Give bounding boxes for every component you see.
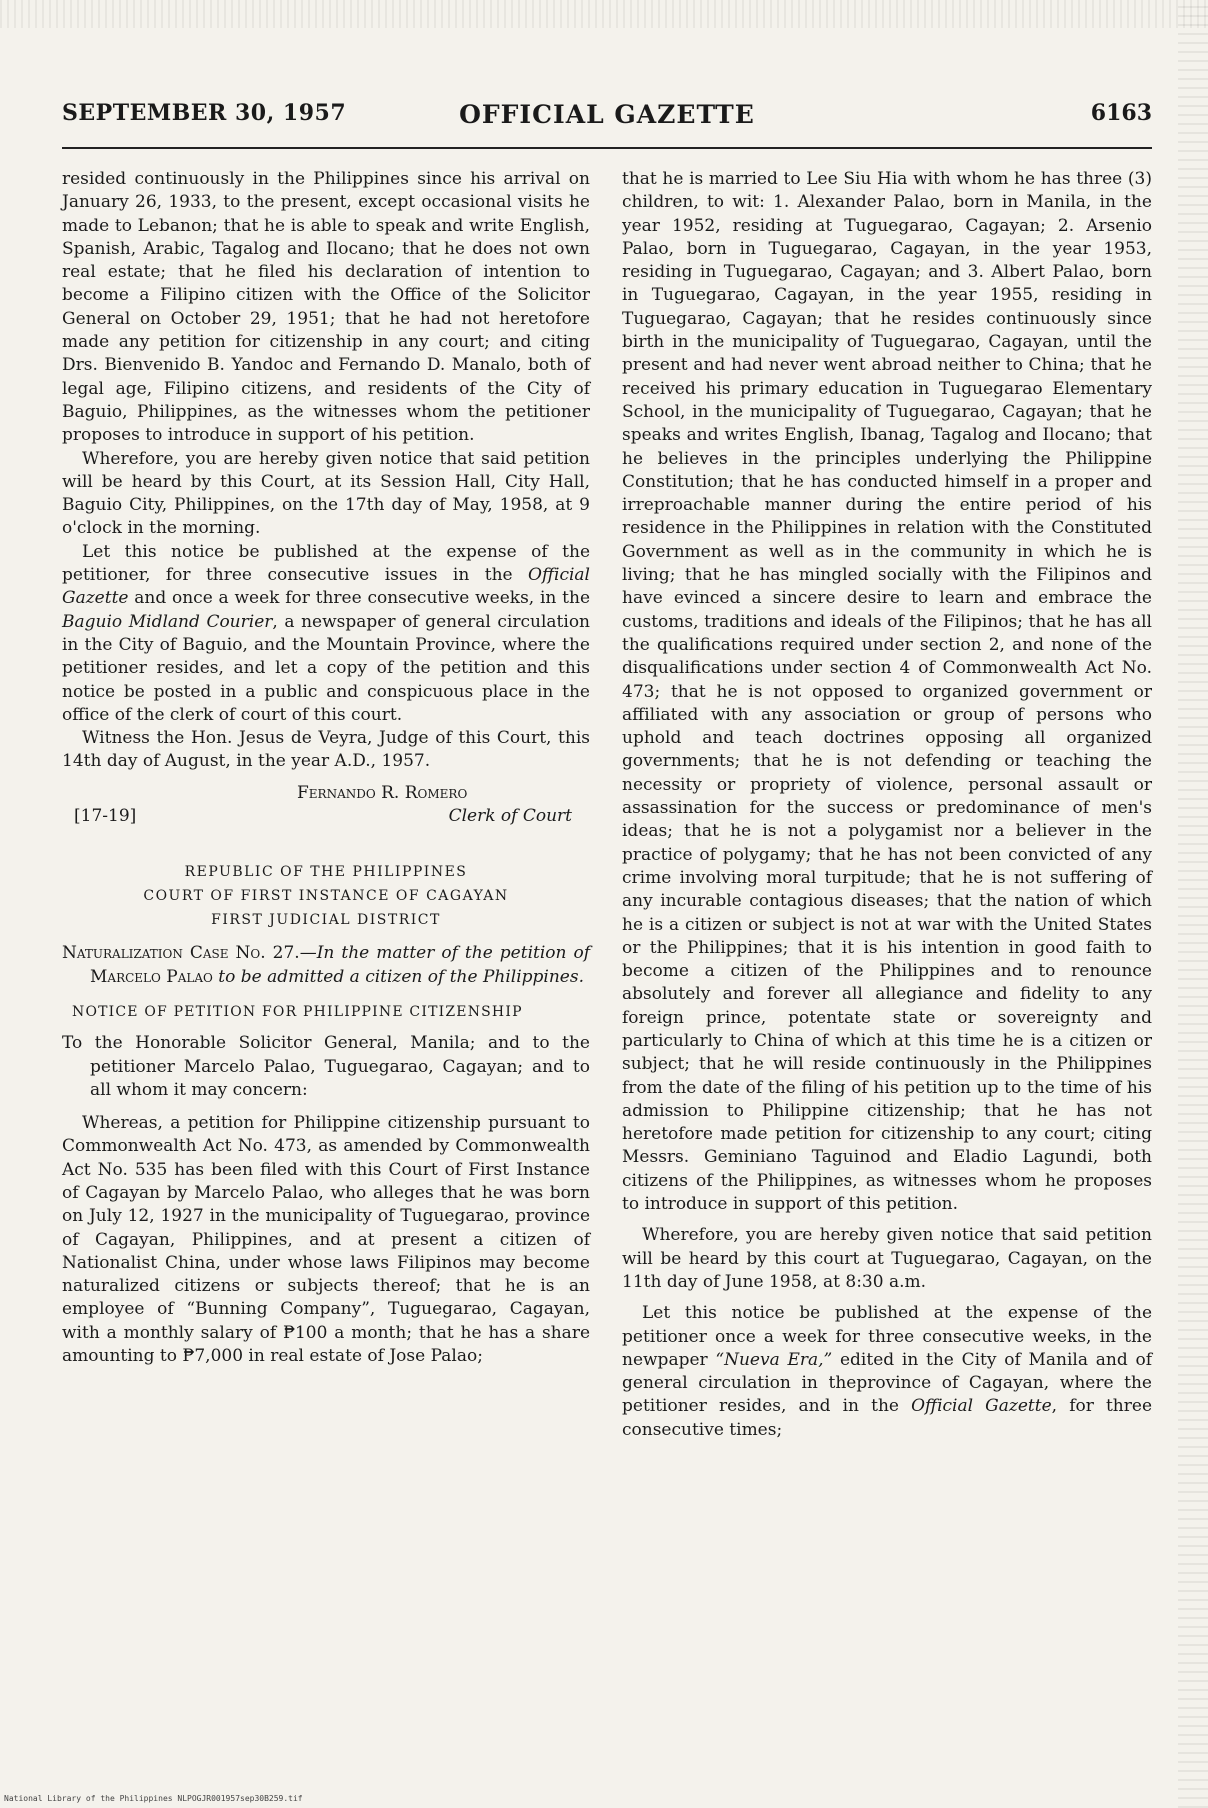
left-column [62, 168, 590, 1368]
paragraph [622, 1302, 1152, 1442]
paragraph: that he is married to Lee Siu Hia with whom he has three (3) children, to wit: 1. Alexander Palao, born in Manila, in the year 1952, residing at Tuguegarao, Cagayan; 2. Arsenio Palao, born in Tuguegarao, Cagayan, in the year 1953, residing in Tuguegarao, Cagayan; and 3. Albert Palao, born in Tuguegarao, Cagayan, in the year 1955, residing in Tuguegarao, Cagayan; that he resides continuously since birth in the municipality of Tuguegarao, Cagayan, until the present and had never went abroad neither to China; that he received his primary education in Tuguegarao Elementary School, in the municipality of Tuguegarao, Cagayan; that he speaks and writes English, Ibanag, Tagalog and Ilocano; that he believes in the principles underlying the Philippine Constitution; that he has conducted himself in a proper and irreproachable manner during the entire period of his residence in the Philippines in relation with the Constituted Government as well as in the community in which he is living; that he has mingled socially with the Filipinos and have evinced a sincere desire to learn and embrace the customs, traditions and ideals of the Filipinos; that he has all the qualifications required under section 2, and none of the disqualifications under section 4 of Commonwealth Act No. 473; that he is not opposed to organized government or affiliated with any association or group of persons who uphold and teach doctrines opposing all organized governments; that he is not defending or teaching the necessity or propriety of violence, personal assault or assassination for the success or predominance of men's ideas; that he is not a polygamist nor a believer in the practice of polygamy; that he has not been convicted of any crime involving moral turpitude; that he is not suffering of any incurable contagious diseases; that the nation of which he is a citizen or subject is not at war with the United States or the Philippines; that it is his intention in good faith to become a citizen of the Philippines and to renounce absolutely and forever all allegiance and fidelity to any foreign prince, potentate state or sovereignty and particularly to China of which at this time he is a citizen or subject; that he will reside continuously in the Philippines from the date of the filing of his petition up to the time of his admission to Philippine citizenship; that he has not heretofore made petition for citizenship to any court; citing Messrs. Geminiano Taguinod and Eladio Lagundi, both citizens of the Philippines, as witnesses whom he proposes to introduce in support of this petition. [622, 169, 1152, 1215]
court-line: FIRST JUDICIAL DISTRICT [211, 912, 441, 929]
text-run: —In the matter of the petition of [299, 943, 591, 964]
text-run: Let this notice be published at the expense of the petitioner once a week for three consecutive weeks, in the newpaper [622, 1303, 1152, 1370]
right-column [622, 168, 1152, 1442]
text-run: , a newspaper of general circulation in the City of Baguio, and the Mountain Province, where the petitioner resides, and let a copy of the petition and this notice be posted in a public and conspicuous place in the office of the clerk of court of this court. [62, 611, 591, 725]
notice-heading: NOTICE OF PETITION FOR PHILIPPINE CITIZENSHIP [72, 1003, 523, 1020]
paragraph: Whereas, a petition for Philippine citizenship pursuant to Commonwealth Act No. 473, as amended by Commonwealth Act No. 535 has been filed with this Court of First Instance of Cagayan by Marcelo Palao, who alleges that he was born on July 12, 1927 in the municipality of Tuguegarao, province of Cagayan, Philippines, and at present a citizen of Nationalist China, under whose laws Filipinos may become naturalized citizens or subjects thereof; that he is an employee of “Bunning Company”, Tuguegarao, Cagayan, with a monthly salary of ₱100 a month; that he has a share amounting to ₱7,000 in real estate of Jose Palao; [62, 1113, 590, 1367]
page-number: 6163 [1090, 100, 1152, 126]
gazette-name: Official Gazette [911, 1396, 1052, 1417]
paragraph: Wherefore, you are hereby given notice that said petition will be heard by this court at Tuguegarao, Cagayan, on the 11th day of June 1958, at 8:30 a.m. [622, 1225, 1152, 1292]
signatory-title: Clerk of Court [448, 806, 572, 827]
paragraph: Witness the Hon. Jesus de Veyra, Judge of this Court, this 14th day of August, in the year A.D., 1957. [62, 728, 590, 772]
gazette-name: Official Gazette [62, 565, 590, 609]
issue-date: SEPTEMBER 30, 1957 [62, 100, 347, 126]
header-rule [62, 147, 1152, 149]
issue-reference: [17-19] [74, 806, 137, 827]
address-line: To the Honorable Solicitor General, Manila; and to the petitioner Marcelo Palao, Tuguegarao, Cagayan; and to all whom it may concern: [62, 1033, 590, 1100]
newspaper-name: Baguio Midland Courier [62, 611, 273, 632]
scan-noise-right [1178, 0, 1208, 1808]
paragraph: resided continuously in the Philippines since his arrival on January 26, 1933, to the present, except occasional visits he made to Lebanon; that he is able to speak and write English, Spanish, Arabic, Tagalog and Ilocano; that he does not own real estate; that he filed his declaration of intention to become a Filipino citizen with the Office of the Solicitor General on October 29, 1951; that he had not heretofore made any petition for citizenship in any court; and citing Drs. Bienvenido B. Yandoc and Fernando D. Manalo, both of legal age, Filipino citizens, and residents of the City of Baguio, Philippines, as the witnesses whom the petitioner proposes to introduce in support of his petition. [62, 169, 590, 446]
text-run: to be admitted a citizen of the Philippines. [212, 966, 584, 987]
text-run: edited in the City of Manila and of general circulation in theprovince of Cagayan, where the petitioner resides, and in the [622, 1349, 1152, 1417]
signatory-name: Fernando R. Romero [297, 782, 468, 803]
text-run: and once a week for three consecutive weeks, in the [128, 588, 590, 609]
text-run: , for three consecutive times; [622, 1396, 1152, 1440]
scan-noise-top [0, 0, 1208, 28]
text-run: Let this notice be published at the expense of the petitioner, for three consecutive issues in the [62, 541, 590, 586]
page-header [62, 100, 1152, 140]
case-title [62, 942, 590, 989]
paragraph [62, 541, 590, 727]
publication-title: OFFICIAL GAZETTE [459, 100, 755, 129]
scan-footer: National Library of the Philippines NLPOGJR001957sep30B259.tif [4, 1794, 303, 1803]
court-heading [62, 860, 590, 932]
paragraph: Wherefore, you are hereby given notice that said petition will be heard by this Court, at its Session Hall, City Hall, Baguio City, Philippines, on the 17th day of May, 1958, at 9 o'clock in the morning. [62, 448, 590, 539]
signature-line [62, 805, 590, 828]
case-label: Naturalization Case No. 27. [62, 943, 300, 964]
court-line: COURT OF FIRST INSTANCE OF CAGAYAN [143, 888, 509, 905]
newspaper-name: “Nueva Era,” [715, 1349, 833, 1370]
petitioner-name: Marcelo Palao [90, 966, 213, 987]
court-line: REPUBLIC OF THE PHILIPPINES [184, 864, 468, 881]
